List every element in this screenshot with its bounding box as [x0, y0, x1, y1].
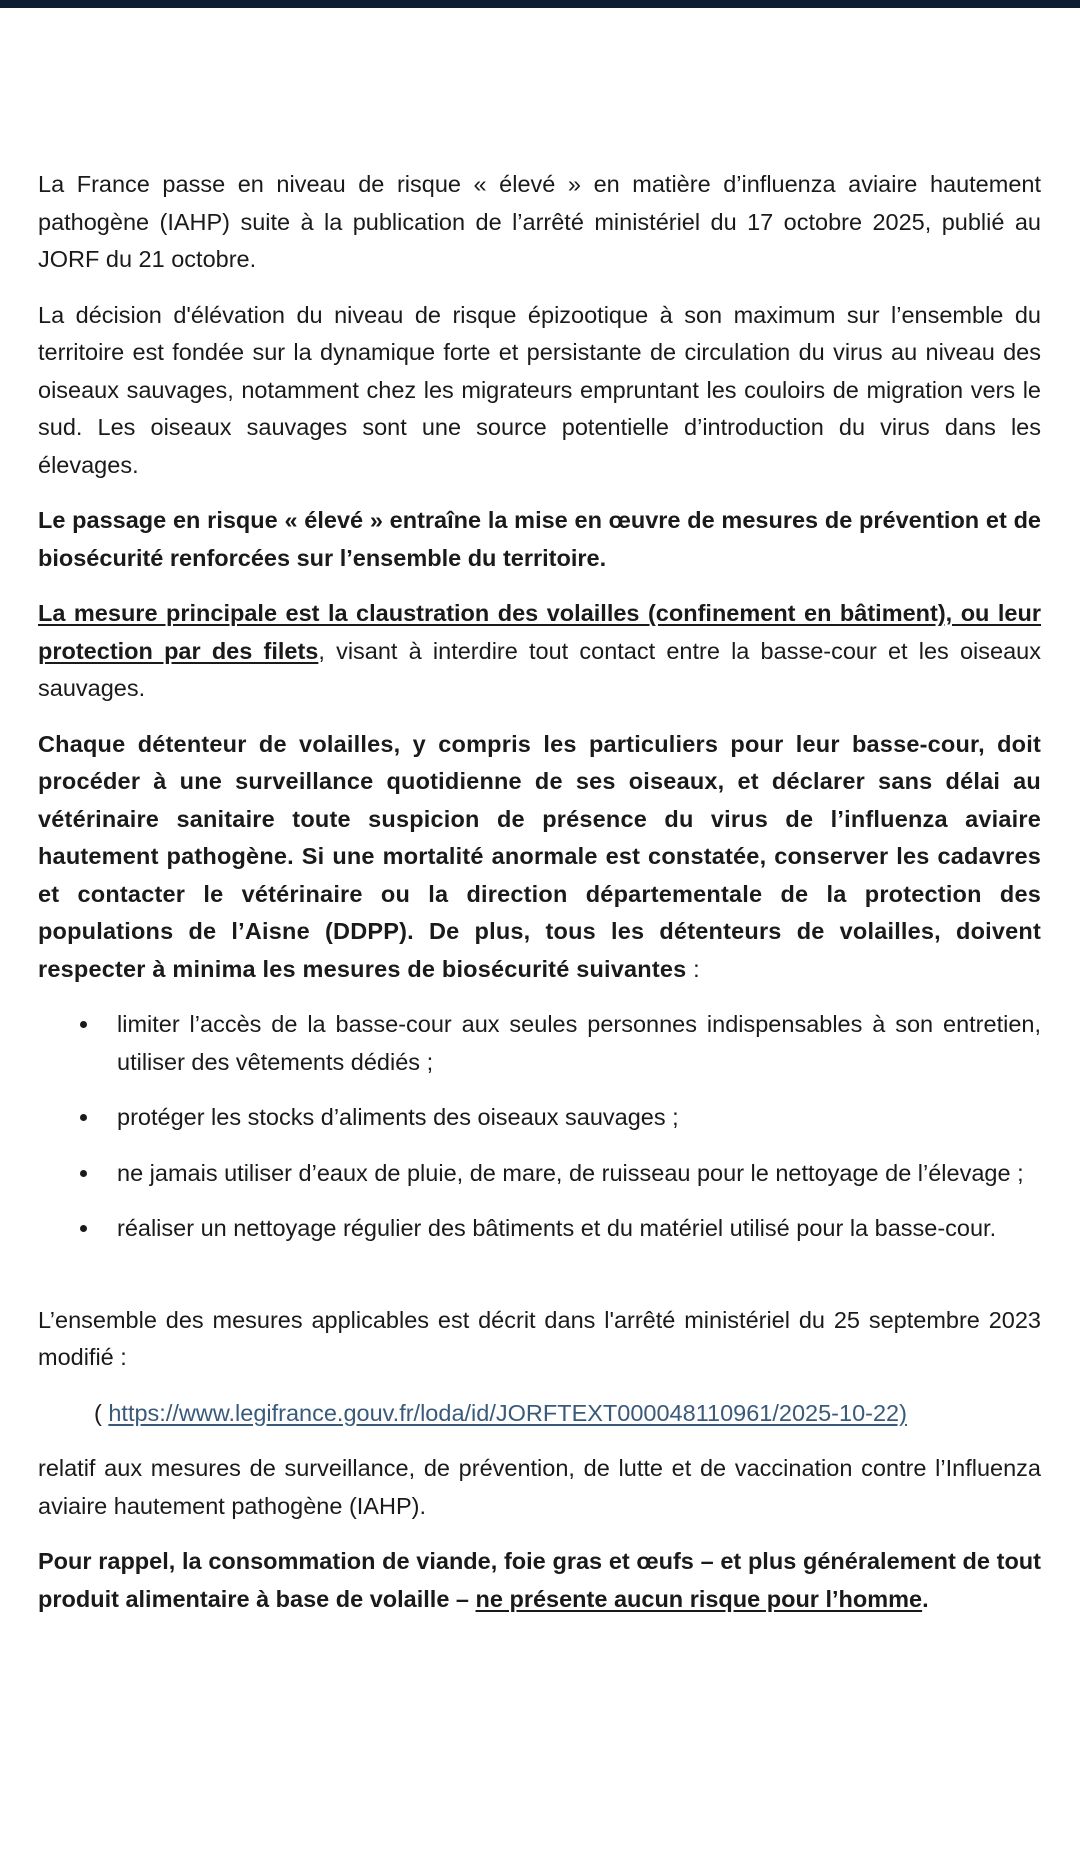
reminder-end: .: [922, 1585, 929, 1612]
spacer: [38, 1266, 1041, 1302]
reminder-text: Pour rappel, la consommation de viande, foie gras et œufs – et plus généralement de tout produit alimentaire à base de volaille –: [38, 1548, 1041, 1612]
list-item: [38, 1155, 1041, 1193]
paragraph-risk-level: Le passage en risque « élevé » entraîne la mise en œuvre de mesures de prévention et de biosécurité renforcées sur l’ensemble du territoire.: [38, 507, 1041, 571]
legifrance-link[interactable]: https://www.legifrance.gouv.fr/loda/id/JORFTEXT000048110961/2025-10-22): [108, 1399, 907, 1426]
paragraph-relative: relatif aux mesures de surveillance, de prévention, de lutte et de vaccination contre l’Influenza aviaire hautement pathogène (IAHP).: [38, 1455, 1041, 1519]
paragraph-applicable-measures: L’ensemble des mesures applicables est décrit dans l'arrêté ministériel du 25 septembre 2023 modifié :: [38, 1306, 1041, 1370]
paragraph-reminder: [38, 1543, 1041, 1618]
list-item-text: protéger les stocks d’aliments des oiseaux sauvages ;: [117, 1104, 679, 1130]
surveillance-bold-text: Chaque détenteur de volailles, y compris les particuliers pour leur basse-cour, doit procéder à une surveillance quotidienne de ses oiseaux, et déclarer sans délai au vétérinaire sanitaire toute suspicion de présence du virus de l’influenza aviaire hautement pathogène. Si une mortalité anormale est constatée, conserver les cadavres et contacter le vétérinaire ou la direction départementale de la protection des populations de l’Aisne (DDPP). De plus, tous les détenteurs de volailles, doivent respecter à minima les mesures de biosécurité suivantes: [38, 730, 1041, 982]
bullet-icon: [80, 1114, 87, 1121]
paragraph-main-measure: [38, 595, 1041, 708]
top-bar: [0, 0, 1080, 8]
link-line: [38, 1395, 1041, 1433]
paragraph-decision: La décision d'élévation du niveau de risque épizootique à son maximum sur l’ensemble du territoire est fondée sur la dynamique forte et persistante de circulation du virus au niveau des oiseaux sauvages, notamment chez les migrateurs empruntant les couloirs de migration vers le sud. Les oiseaux sauvages sont une source potentielle d’introduction du virus dans les élevages.: [38, 301, 1041, 478]
bullet-icon: [80, 1225, 87, 1232]
link-open-paren: (: [94, 1399, 109, 1426]
bullet-icon: [80, 1021, 87, 1028]
surveillance-tail: :: [686, 955, 700, 982]
list-item: [38, 1210, 1041, 1248]
list-item-text: limiter l’accès de la basse-cour aux seules personnes indispensables à son entretien, utiliser des vêtements dédiés ;: [117, 1011, 1041, 1075]
paragraph-intro: La France passe en niveau de risque « élevé » en matière d’influenza aviaire hautement pathogène (IAHP) suite à la publication de l’arrêté ministériel du 17 octobre 2025, publié au JORF du 21 octobre.: [38, 171, 1041, 272]
list-item: [38, 1006, 1041, 1081]
biosecurity-list: [38, 1006, 1041, 1248]
list-item-text: réaliser un nettoyage régulier des bâtiments et du matériel utilisé pour la basse-cour.: [117, 1215, 997, 1241]
main-measure-rest: , visant à interdire tout contact entre la basse-cour et les oiseaux sauvages.: [38, 637, 1041, 701]
reminder-underlined: ne présente aucun risque pour l’homme: [475, 1585, 923, 1612]
bullet-icon: [80, 1170, 87, 1177]
list-item-text: ne jamais utiliser d’eaux de pluie, de mare, de ruisseau pour le nettoyage de l’élevage ;: [117, 1159, 1024, 1186]
main-measure-underlined: La mesure principale est la claustration des volailles (confinement en bâtiment), ou leur protection par des filets: [38, 600, 1041, 664]
document-body: [38, 166, 1041, 1636]
paragraph-surveillance: [38, 726, 1041, 989]
list-item: [38, 1099, 1041, 1137]
